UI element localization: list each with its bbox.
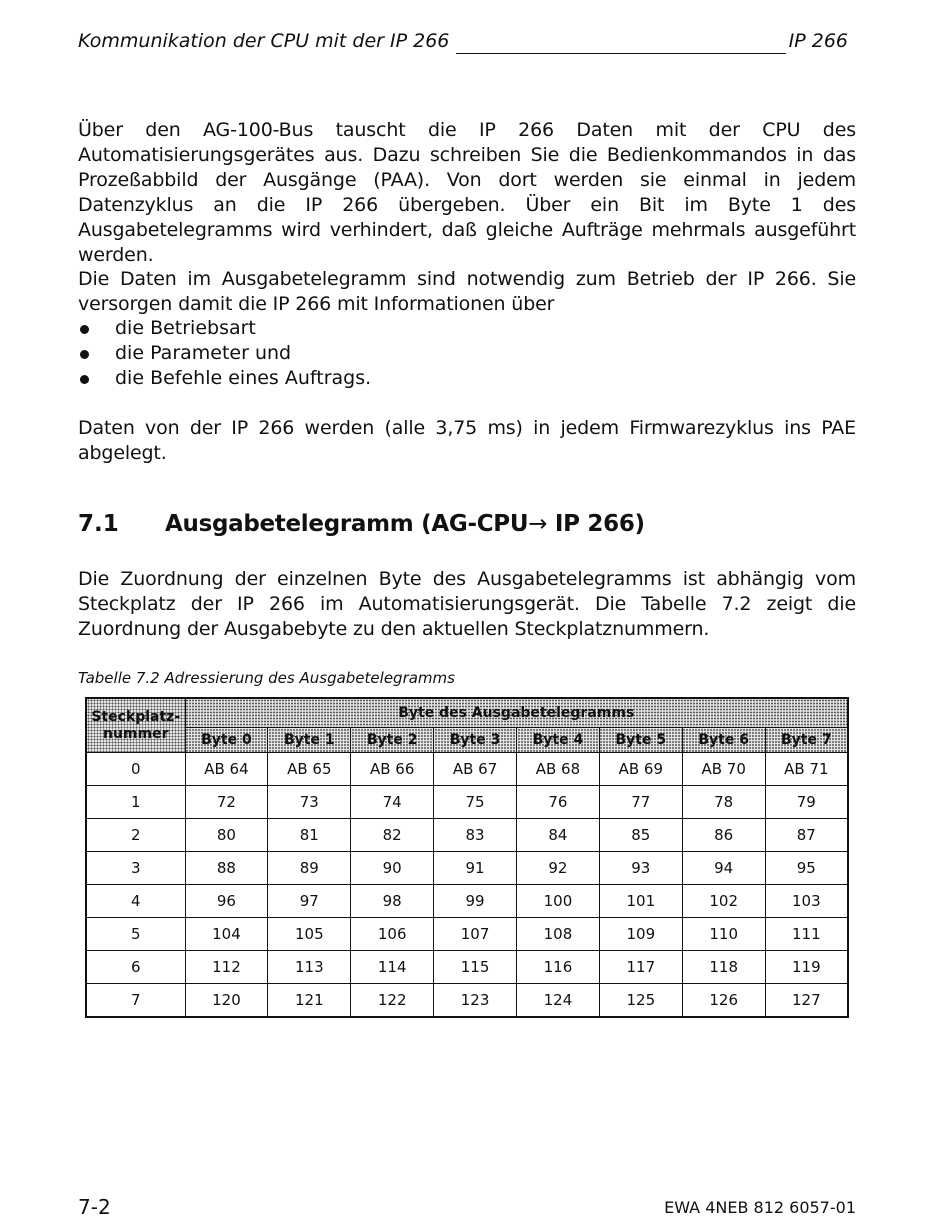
bullet-icon [80,325,89,334]
address-cell: 81 [268,819,351,852]
address-cell: 75 [434,786,517,819]
address-cell: AB 69 [599,753,682,786]
table-row [86,819,848,852]
arrow-right-icon: → [528,511,548,537]
address-cell: 108 [517,918,600,951]
table-row [86,918,848,951]
address-cell: 102 [682,885,765,918]
paragraph-output-telegram: Die Daten im Ausgabetelegramm sind notwendig zum Betrieb der IP 266. Sie versorgen damit die IP 266 mit Informationen über [78,268,856,315]
address-cell: 80 [185,819,268,852]
address-cell: 116 [517,951,600,984]
address-cell: AB 64 [185,753,268,786]
address-cell: 119 [765,951,848,984]
column-header: Byte 2 [351,728,434,753]
bullet-icon [80,350,89,359]
column-header: Byte 5 [599,728,682,753]
table-row [86,951,848,984]
address-cell: 91 [434,852,517,885]
address-cell: 98 [351,885,434,918]
address-cell: 109 [599,918,682,951]
address-cell: 86 [682,819,765,852]
address-cell: 94 [682,852,765,885]
section-heading [78,511,856,545]
table-row [86,753,848,786]
address-cell: 104 [185,918,268,951]
address-cell: AB 67 [434,753,517,786]
slot-number-cell: 4 [86,885,185,918]
address-cell: 101 [599,885,682,918]
address-cell: 111 [765,918,848,951]
address-cell: 124 [517,984,600,1018]
header-rule [456,53,786,54]
column-header: Byte 3 [434,728,517,753]
table-row [86,786,848,819]
address-cell: 114 [351,951,434,984]
section-title: Ausgabetelegramm (AG-CPU→ IP 266) [165,511,645,537]
address-cell: 127 [765,984,848,1018]
document-id: EWA 4NEB 812 6057-01 [664,1198,856,1217]
address-cell: 95 [765,852,848,885]
address-cell: AB 66 [351,753,434,786]
table-row [86,984,848,1018]
table-caption: Tabelle 7.2 Adressierung des Ausgabetelegramms [78,669,455,687]
address-cell: 100 [517,885,600,918]
byte-group-header: Byte des Ausgabetelegramms [185,698,848,728]
slot-number-cell: 7 [86,984,185,1018]
list-item: die Befehle eines Auftrags. [78,366,856,391]
page-number: 7-2 [78,1195,111,1219]
address-cell: 85 [599,819,682,852]
address-cell: 99 [434,885,517,918]
address-cell: 73 [268,786,351,819]
address-cell: 117 [599,951,682,984]
address-cell: AB 65 [268,753,351,786]
address-cell: 118 [682,951,765,984]
addressing-table [85,697,849,1018]
address-cell: 82 [351,819,434,852]
address-cell: 77 [599,786,682,819]
address-cell: 84 [517,819,600,852]
column-header: Byte 7 [765,728,848,753]
paragraph-bus-exchange: Über den AG-100-Bus tauscht die IP 266 Daten mit der CPU des Automatisierungsgerätes aus. Dazu schreiben Sie die Bedienkommandos in das Prozeßabbild der Ausgänge (PAA). Von dort werden sie einmal in jedem Datenzyklus an die IP 266 übergeben. Über ein Bit im Byte 1 des Ausgabetelegramms wird verhindert, daß gleiche Aufträge mehrmals ausgeführt werden. [78,119,856,266]
header-product: IP 266 [788,30,848,52]
address-cell: 126 [682,984,765,1018]
slot-number-cell: 0 [86,753,185,786]
slot-number-cell: 5 [86,918,185,951]
address-cell: AB 70 [682,753,765,786]
column-header: Byte 0 [185,728,268,753]
bullet-icon [80,375,89,384]
address-cell: 105 [268,918,351,951]
address-cell: 90 [351,852,434,885]
column-header: Byte 6 [682,728,765,753]
column-header: Byte 4 [517,728,600,753]
address-cell: 78 [682,786,765,819]
address-cell: 93 [599,852,682,885]
address-cell: 76 [517,786,600,819]
address-cell: 74 [351,786,434,819]
table-row [86,852,848,885]
slot-number-header: Steckplatz- nummer [86,698,185,753]
address-cell: 123 [434,984,517,1018]
address-cell: 106 [351,918,434,951]
address-cell: 89 [268,852,351,885]
address-cell: AB 68 [517,753,600,786]
address-cell: 110 [682,918,765,951]
list-item: die Betriebsart [78,316,856,341]
column-header: Byte 1 [268,728,351,753]
section-number: 7.1 [78,511,119,537]
address-cell: 115 [434,951,517,984]
address-cell: 113 [268,951,351,984]
slot-number-cell: 3 [86,852,185,885]
address-cell: 79 [765,786,848,819]
address-cell: 121 [268,984,351,1018]
address-cell: 96 [185,885,268,918]
slot-number-cell: 1 [86,786,185,819]
slot-number-cell: 6 [86,951,185,984]
page-header [78,30,848,58]
address-cell: 83 [434,819,517,852]
address-cell: 72 [185,786,268,819]
address-cell: 97 [268,885,351,918]
address-cell: AB 71 [765,753,848,786]
address-cell: 92 [517,852,600,885]
address-cell: 112 [185,951,268,984]
address-cell: 125 [599,984,682,1018]
address-cell: 88 [185,852,268,885]
header-chapter-title: Kommunikation der CPU mit der IP 266 [78,30,450,52]
paragraph-input-data: Daten von der IP 266 werden (alle 3,75 ms) in jedem Firmwarezyklus ins PAE abgelegt. [78,417,856,464]
paragraph-table-intro: Die Zuordnung der einzelnen Byte des Ausgabetelegramms ist abhängig vom Steckplatz der IP 266 im Automatisierungsgerät. Die Tabelle 7.2 zeigt die Zuordnung der Ausgabebyte zu den aktuellen Steckplatznummern. [78,568,856,640]
table-body [86,753,848,1018]
address-cell: 103 [765,885,848,918]
bullet-list [78,316,856,391]
list-item: die Parameter und [78,341,856,366]
address-cell: 107 [434,918,517,951]
address-cell: 120 [185,984,268,1018]
table-row [86,885,848,918]
slot-number-cell: 2 [86,819,185,852]
address-cell: 87 [765,819,848,852]
address-cell: 122 [351,984,434,1018]
